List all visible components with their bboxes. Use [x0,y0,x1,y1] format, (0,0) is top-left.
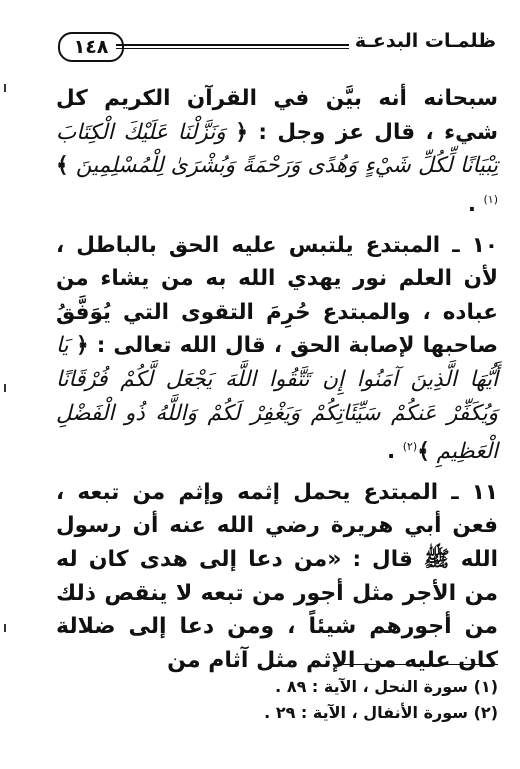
paragraph-2 [56,229,498,469]
footnote-ref-2: (٢) [402,440,418,454]
page-edge-mark [4,384,6,392]
verse-open-bracket: ﴿ [235,119,248,145]
verse-open-bracket: ﴿ [75,333,89,359]
page-edge-mark [4,624,6,632]
paragraph-3-text: ١١ ـ المبتدع يحمل إثمه وإثم من تبعه ، فعن أبي هريرة رضي الله عنه أن رسول الله ﷺ قال : [56,479,498,573]
verse-close-bracket: ﴾ [417,439,430,465]
footnotes [58,674,498,726]
paragraph-2-text: ١٠ ـ المبتدع يلتبس عليه الحق بالباطل ، لأن العلم نور يهدي الله به من يشاء من عباده ، والمبتدع حُرِمَ التقوى التي يُوَفَّقُ صاحبها لإصابة الحق ، قال الله تعالى : [56,232,498,359]
verse-close-bracket: ﴾ [56,153,69,179]
footnote-2: (٢) سورة الأنفال ، الآية : ٢٩ . [264,703,498,722]
paragraph-1-text: سبحانه أنه بيَّن في القرآن الكريم كل شيء ، قال عز وجل : [56,86,498,145]
header-title: ظلمـات البدعـة [349,30,496,52]
paragraph-1-end: . [467,191,484,217]
paragraph-3 [56,476,498,678]
paragraph-1 [56,82,498,222]
hadith-text: «من دعا إلى هدى كان له من الأجر مثل أجور من تبعه لا ينقص ذلك من أجورهم شيئاً ، ومن دعا إلى ضلالة كان عليه من الإثم مثل آثام من [56,547,498,673]
page-edge-mark [4,84,6,92]
main-text [56,82,498,677]
footnote-separator [338,664,498,665]
running-header [58,30,496,70]
paragraph-2-end: . [387,439,403,465]
page-number: ١٤٨ [58,32,124,62]
footnote-1: (١) سورة النحل ، الآية : ٨٩ . [275,677,498,696]
quran-verse-1: وَنَزَّلْنَا عَلَيْكَ الْكِتَابَ تِبْيَانًا لِّكُلِّ شَيْءٍ وَهُدًى وَرَحْمَةً وَبُشْرَىٰ لِلْمُسْلِمِينَ [56,119,498,179]
footnote-ref-1: (١) [483,192,498,206]
quran-verse-2: يَا أَيُّهَا الَّذِينَ آمَنُوا إِن تَتَّقُوا اللَّهَ يَجْعَل لَّكُمْ فُرْقَانًا وَيُكَفِّرْ عَنكُمْ سَيِّئَاتِكُمْ وَيَغْفِرْ لَكُمْ وَاللَّهُ ذُو الْفَضْلِ الْعَظِيمِ [56,333,498,465]
